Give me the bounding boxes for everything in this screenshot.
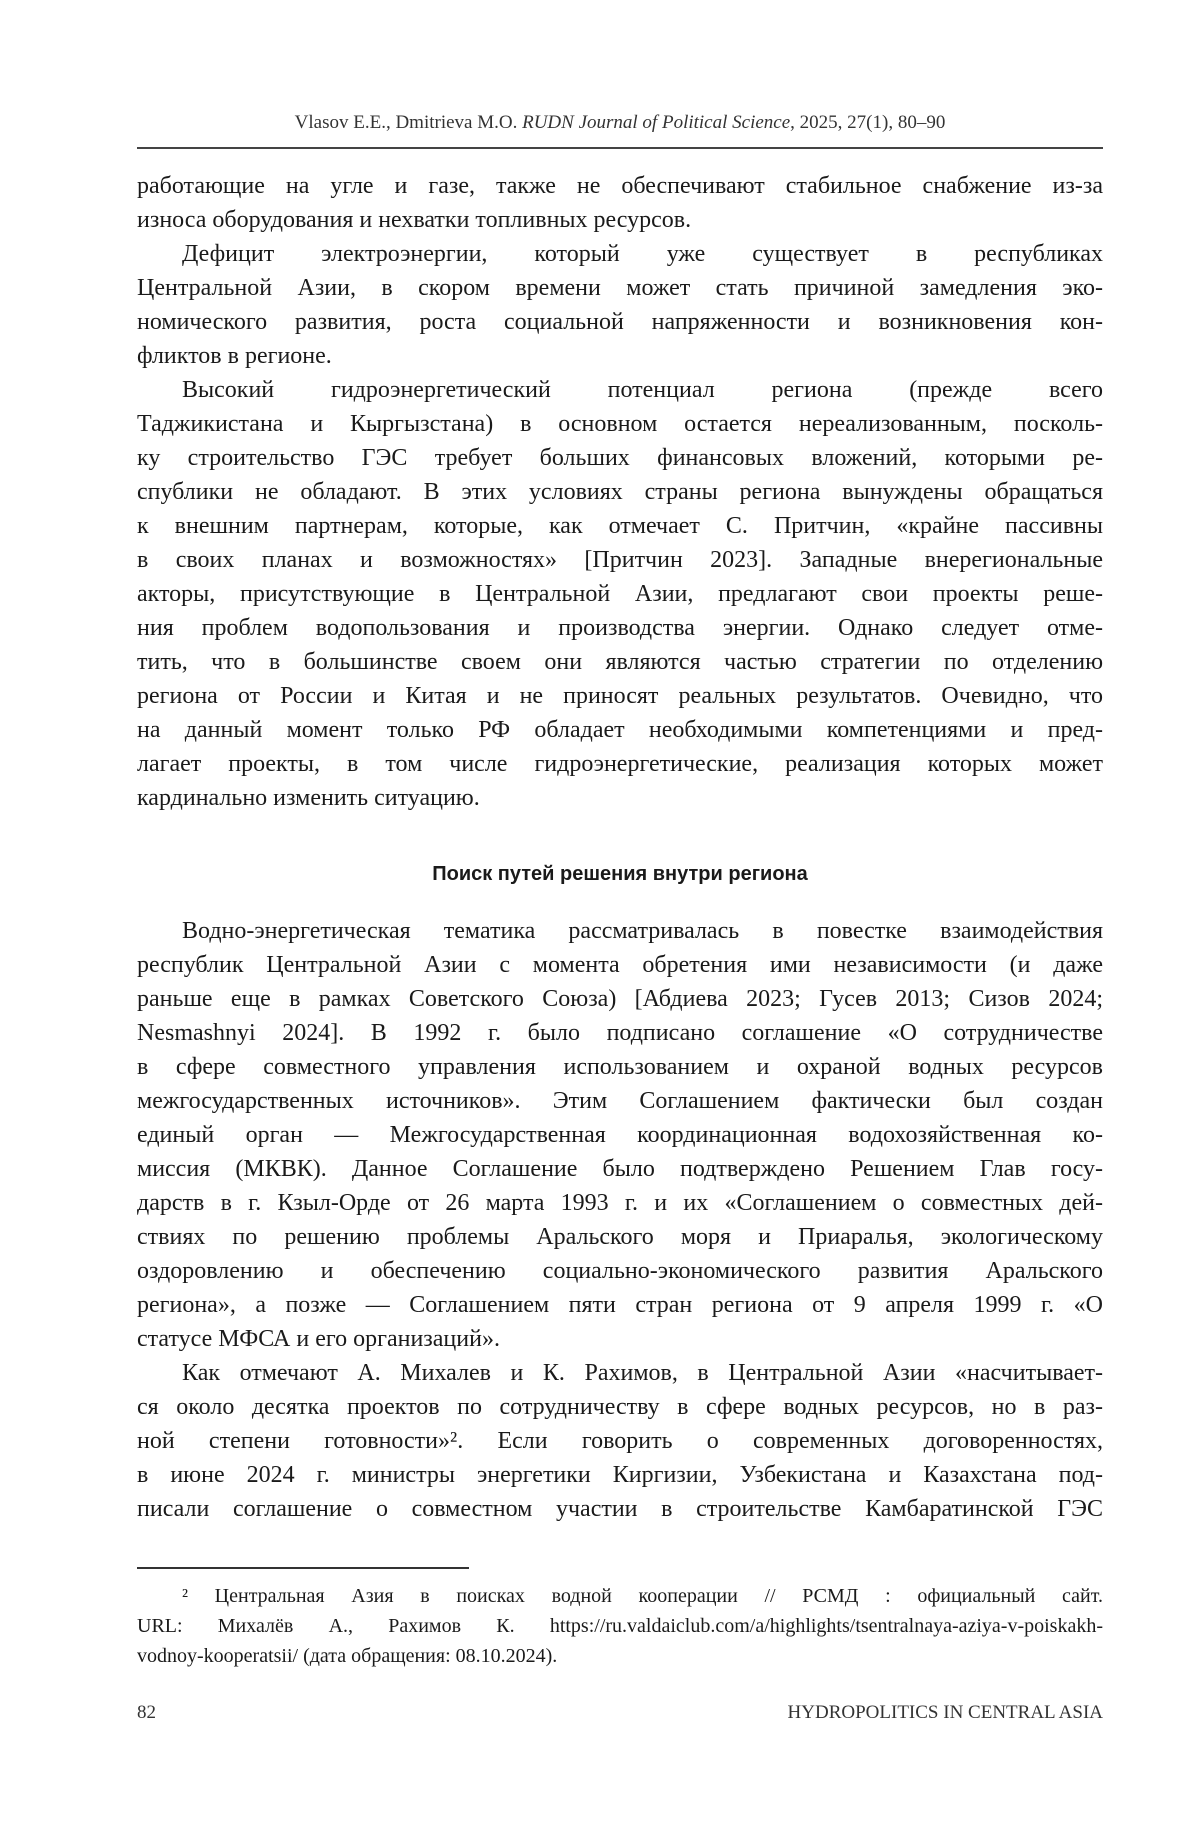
text-line: статусе МФСА и его организаций». [137, 1322, 1103, 1356]
text-line: ния проблем водопользования и производства энергии. Однако следует отме- [137, 611, 1103, 645]
text-line: Nesmashnyi 2024]. В 1992 г. было подписано соглашение «О сотрудничестве [137, 1016, 1103, 1050]
text-line: работающие на угле и газе, также не обеспечивают стабильное снабжение из-за [137, 169, 1103, 203]
paragraph [137, 169, 1103, 237]
text-line: Водно-энергетическая тематика рассматривалась в повестке взаимодействия [137, 914, 1103, 948]
text-line: к внешним партнерам, которые, как отмечает С. Притчин, «крайне пассивны [137, 509, 1103, 543]
text-line: Высокий гидроэнергетический потенциал региона (прежде всего [137, 373, 1103, 407]
text-line: vodnoy-kooperatsii/ (дата обращения: 08.10.2024). [137, 1641, 1103, 1671]
text-line: единый орган — Межгосударственная координационная водохозяйственная ко- [137, 1118, 1103, 1152]
text-line: ку строительство ГЭС требует больших финансовых вложений, которыми ре- [137, 441, 1103, 475]
running-head-authors: Vlasov E.E., Dmitrieva M.O. [295, 112, 518, 133]
text-line: номического развития, роста социальной напряженности и возникновения кон- [137, 305, 1103, 339]
text-line: раньше еще в рамках Советского Союза) [Абдиева 2023; Гусев 2013; Сизов 2024; [137, 982, 1103, 1016]
running-head-journal: RUDN Journal of Political Science [522, 112, 790, 133]
text-line: оздоровлению и обеспечению социально-экономического развития Аральского [137, 1254, 1103, 1288]
paragraph [137, 373, 1103, 815]
body-section-2 [137, 914, 1103, 1526]
text-line: ной степени готовности»². Если говорить о современных договоренностях, [137, 1424, 1103, 1458]
paragraph [137, 237, 1103, 373]
footnote [137, 1581, 1103, 1671]
page-number: 82 [137, 1698, 156, 1728]
text-line: на данный момент только РФ обладает необходимыми компетенциями и пред- [137, 713, 1103, 747]
text-line: в своих планах и возможностях» [Притчин 2023]. Западные внерегиональные [137, 543, 1103, 577]
paragraph [137, 914, 1103, 1356]
paragraph [137, 1356, 1103, 1526]
header-rule [137, 147, 1103, 149]
running-head-details: , 2025, 27(1), 80–90 [790, 112, 945, 133]
text-line: межгосударственных источников». Этим Соглашением фактически был создан [137, 1084, 1103, 1118]
text-line: Как отмечают А. Михалев и К. Рахимов, в Центральной Азии «насчитывает- [137, 1356, 1103, 1390]
paragraph [137, 1581, 1103, 1671]
text-line: спублики не обладают. В этих условиях страны региона вынуждены обращаться [137, 475, 1103, 509]
text-line: в июне 2024 г. министры энергетики Киргизии, Узбекистана и Казахстана под- [137, 1458, 1103, 1492]
text-line: региона», а позже — Соглашением пяти стран региона от 9 апреля 1999 г. «О [137, 1288, 1103, 1322]
section-heading: Поиск путей решения внутри региона [137, 857, 1103, 891]
footnote-rule [137, 1567, 469, 1569]
text-line: миссия (МКВК). Данное Соглашение было подтверждено Решением Глав госу- [137, 1152, 1103, 1186]
text-line: Дефицит электроэнергии, который уже существует в республиках [137, 237, 1103, 271]
text-line: тить, что в большинстве своем они являются частью стратегии по отделению [137, 645, 1103, 679]
running-head [137, 112, 1103, 134]
text-line: Таджикистана и Кыргызстана) в основном остается нереализованным, посколь- [137, 407, 1103, 441]
text-line: акторы, присутствующие в Центральной Азии, предлагают свои проекты реше- [137, 577, 1103, 611]
text-line: URL: Михалёв А., Рахимов К. https://ru.valdaiclub.com/a/highlights/tsentralnaya-aziya-v-poiskakh- [137, 1611, 1103, 1641]
text-line: износа оборудования и нехватки топливных ресурсов. [137, 203, 1103, 237]
text-line: фликтов в регионе. [137, 339, 1103, 373]
text-line: ся около десятка проектов по сотрудничеству в сфере водных ресурсов, но в раз- [137, 1390, 1103, 1424]
text-line: республик Центральной Азии с момента обретения ими независимости (и даже [137, 948, 1103, 982]
text-line: Центральной Азии, в скором времени может стать причиной замедления эко- [137, 271, 1103, 305]
text-line: лагает проекты, в том числе гидроэнергетические, реализация которых может [137, 747, 1103, 781]
running-title: HYDROPOLITICS IN CENTRAL ASIA [788, 1698, 1103, 1728]
text-line: писали соглашение о совместном участии в строительстве Камбаратинской ГЭС [137, 1492, 1103, 1526]
text-line: ствиях по решению проблемы Аральского моря и Приаралья, экологическому [137, 1220, 1103, 1254]
text-line: дарств в г. Кзыл-Орде от 26 марта 1993 г. и их «Соглашением о совместных дей- [137, 1186, 1103, 1220]
text-line: региона от России и Китая и не приносят реальных результатов. Очевидно, что [137, 679, 1103, 713]
text-line: в сфере совместного управления использованием и охраной водных ресурсов [137, 1050, 1103, 1084]
text-line: ² Центральная Азия в поисках водной кооперации // РСМД : официальный сайт. [137, 1581, 1103, 1611]
text-line: кардинально изменить ситуацию. [137, 781, 1103, 815]
body-section-1 [137, 169, 1103, 815]
